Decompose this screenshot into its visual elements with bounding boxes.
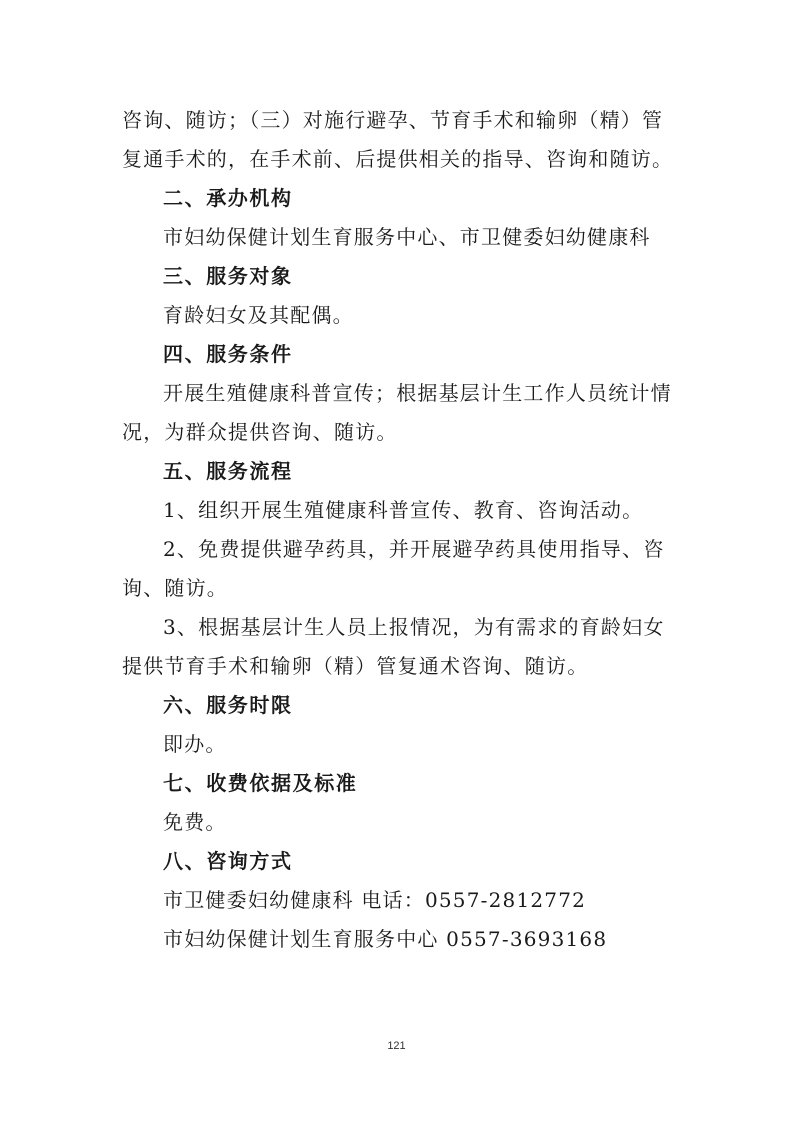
contact-line: 市妇幼保健计划生育服务中心 0557-3693168: [163, 927, 608, 951]
page-number: 121: [387, 1040, 406, 1052]
paragraph-line: 育龄妇女及其配偶。: [163, 303, 354, 327]
paragraph-line: 开展生殖健康科普宣传；根据基层计生工作人员统计情: [163, 381, 672, 405]
paragraph-line: 免费。: [163, 810, 227, 834]
paragraph-line: 3、根据基层计生人员上报情况，为有需求的育龄妇女: [163, 615, 665, 639]
paragraph-line: 2、免费提供避孕药具，并开展避孕药具使用指导、咨: [163, 537, 665, 561]
paragraph-line: 1、组织开展生殖健康科普宣传、教育、咨询活动。: [163, 498, 644, 522]
section-heading-contact: 八、咨询方式: [163, 849, 293, 873]
paragraph-line: 况，为群众提供咨询、随访。: [122, 420, 398, 444]
intro-line: 咨询、随访；（三）对施行避孕、节育手术和输卵（精）管: [122, 108, 664, 132]
paragraph-line: 市妇幼保健计划生育服务中心、市卫健委妇幼健康科: [163, 225, 651, 249]
section-heading-process: 五、服务流程: [163, 459, 293, 483]
section-heading-conditions: 四、服务条件: [163, 342, 293, 366]
contact-line: 市卫健委妇幼健康科 电话：0557-2812772: [163, 888, 587, 912]
intro-line: 复通手术的，在手术前、后提供相关的指导、咨询和随访。: [122, 147, 674, 171]
section-heading-target: 三、服务对象: [163, 264, 293, 288]
section-heading-fees: 七、收费依据及标准: [163, 771, 358, 795]
paragraph-line: 即办。: [163, 732, 227, 756]
paragraph-line: 提供节育手术和输卵（精）管复通术咨询、随访。: [122, 654, 589, 678]
section-heading-organizer: 二、承办机构: [163, 186, 293, 210]
section-heading-time-limit: 六、服务时限: [163, 693, 293, 717]
paragraph-line: 询、随访。: [122, 576, 228, 600]
